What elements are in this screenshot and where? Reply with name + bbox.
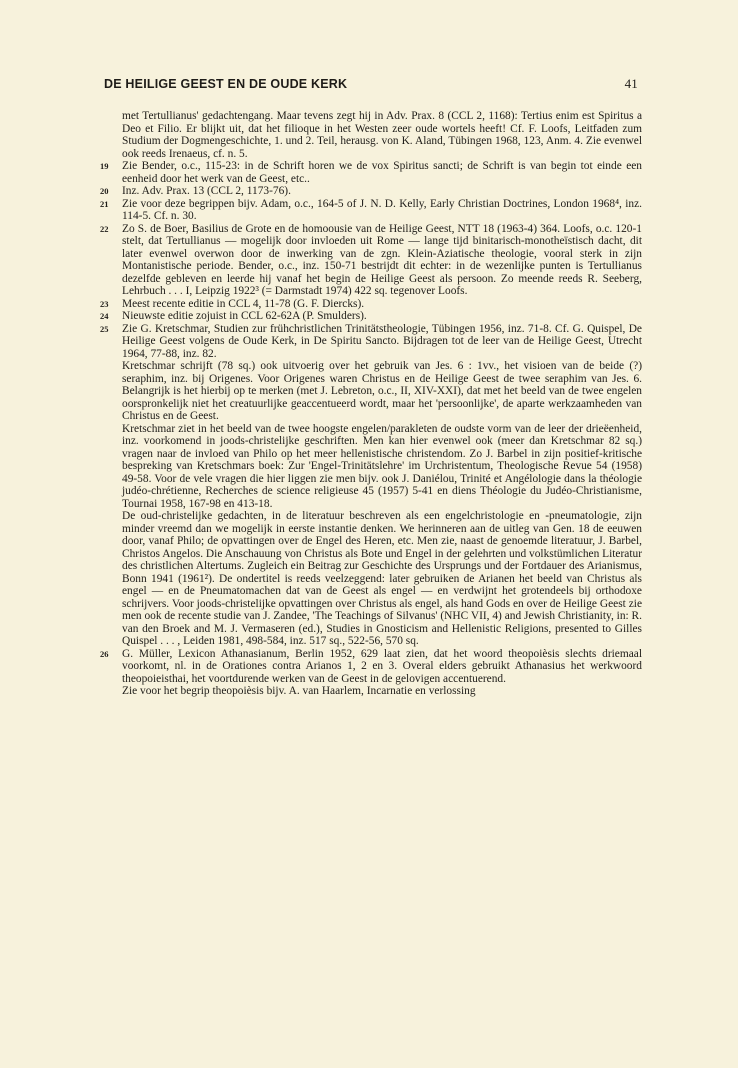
footnote-continuation [106,685,642,698]
footnote-number: 26 [100,648,109,659]
footnote-21 [100,197,642,223]
footnotes-body [100,110,642,698]
footnote-23 [100,297,642,311]
footnote-continuation [106,423,642,511]
footnote-26 [100,647,642,686]
footnote-text: met Tertullianus' gedachtengang. Maar tevens zegt hij in Adv. Prax. 8 (CCL 2, 1168): Tertius enim est Spiritus a Deo et Filio. Er blijkt uit, dat het filioque in het Westen zeer oude wortels heeft! Cf. F. Loofs, Leitfaden zum Studium der Dogmengeschichte, 1. und 2. Teil, herausg. von K. Aland, Tübingen 1968, 123, Anm. 4. Zie evenwel ook reeds Irenaeus, cf. n. 5. [122,110,642,160]
running-header [104,76,638,92]
footnote-number: 22 [100,223,109,234]
footnote-continuation [106,110,642,160]
footnote-20 [100,185,642,198]
footnote-22 [100,222,642,298]
footnote-text: Inz. Adv. Prax. 13 (CCL 2, 1173-76). [122,185,291,197]
footnote-number: 19 [100,161,109,171]
footnote-text: Kretschmar schrijft (78 sq.) ook uitvoerig over het gebruik van Jes. 6 : 1vv., het visioen van de beide (?) seraphim, inz. bij Origenes. Voor Origenes waren Christus en de Heilige Geest de twee seraphim van Jes. 6. Belangrijk is het hierbij op te merken (met J. Lebreton, o.c., II, XIV-XXI), dat met het beeld van de twee engelen oorspronkelijk niet het creatuurlijke geaccentueerd wordt, maar het 'persoonlijke', de aparte werkzaamheden van Christus en de Geest. [122,360,642,422]
footnote-number: 25 [100,323,109,334]
footnote-continuation [106,510,642,648]
footnote-text: Kretschmar ziet in het beeld van de twee hoogste engelen/parakleten de oudste vorm van de leer der drieëenheid, inz. voorkomend in joods-christelijke geschriften. Men kan hier evenwel ook (meer dan Kretschmar 82 sq.) vragen naar de invloed van Philo op het meer hellenistische christendom. Zo J. Barbel in zijn positief-kritische bespreking van Kretschmars boek: Zur 'Engel-Trinitätslehre' im Urchristentum, Theologische Revue 54 (1958) 49-58. Voor de vele vragen die hier liggen zie men bijv. ook J. Daniélou, Trinité et Angélologie dans la théologie judéo-chrétienne, Recherches de science religieuse 45 (1957) 5-41 en diens Théologie du Judéo-Christianisme, Tournai 1958, 167-98 en 413-18. [122,422,642,510]
footnote-24 [100,310,642,323]
footnote-number: 20 [100,186,109,196]
running-title: DE HEILIGE GEEST EN DE OUDE KERK [104,77,348,91]
footnote-text: De oud-christelijke gedachten, in de literatuur beschreven als een engelchristologie en -pneumatologie, zijn minder vreemd dan we mogelijk in eerste instantie denken. We herinneren aan de uitleg van Gen. 18 de eeuwen door, vanaf Philo; de opvattingen over de Engel des Heren, etc. Men zie, naast de genoemde literatuur, J. Barbel, Christos Angelos. Die Anschauung von Christus als Bote und Engel in der gelehrten und volkstümlichen Literatur des christlichen Altertums. Zugleich ein Beitrag zur Geschichte des Ursprungs und der Fortdauer des Arianismus, Bonn 1941 (1961²). De ondertitel is reeds veelzeggend: later gebruiken de Arianen het beeld van Christus als engel — en de Pneumatomachen dat van de Geest als engel — en verdwijnt het grotendeels bij orthodoxe schrijvers. Voor joods-christelijke opvattingen over Christus als engel, als hand Gods en over de Heilige Geest zie men ook de recente studie van J. Zandee, 'The Teachings of Silvanus' (NHC VII, 4) and Jewish Christianity, in: R. van den Broek and M. J. Vermaseren (ed.), Studies in Gnosticism and Hellenistic Religions, presented to Gilles Quispel . . . , Leiden 1981, 498-584, inz. 517 sq., 522-56, 570 sq. [122,510,642,647]
footnote-continuation [106,360,642,423]
footnote-text: Zie Bender, o.c., 115-23: in de Schrift horen we de vox Spiritus sancti; de Schrift is van begin tot einde een eenheid door het werk van de Geest, etc.. [122,160,642,185]
footnote-19 [100,160,642,185]
footnote-text: Nieuwste editie zojuist in CCL 62-62A (P. Smulders). [122,310,367,322]
footnote-text: G. Müller, Lexicon Athanasianum, Berlin 1952, 629 laat zien, dat het woord theopoièsis slechts driemaal voorkomt, nl. in de Orationes contra Arianos 1, 2 en 3. Overal elders gebruikt Athanasius het werkwoord theopoieisthai, het voortdurende werken van de Geest in de gelovigen accentuerend. [122,647,642,685]
footnote-number: 23 [100,298,109,309]
footnote-text: Zie voor deze begrippen bijv. Adam, o.c., 164-5 of J. N. D. Kelly, Early Christian Doctrines, London 1968⁴, inz. 114-5. Cf. n. 30. [122,197,642,222]
footnote-text: Zo S. de Boer, Basilius de Grote en de homoousie van de Heilige Geest, NTT 18 (1963-4) 364. Loofs, o.c. 120-1 stelt, dat Tertullianus — mogelijk door invloeden uit Rome — lange tijd binitarisch-monotheïstisch dacht, dit later evenwel overwon door de inwerking van de zgn. Klein-Aziatische theologie, vooral sterk in zijn Montanistische periode. Bender, o.c., inz. 150-71 bestrijdt dit echter: in de wezenlijke punten is Tertullianus dezelfde gebleven en leerde hij vanaf het begin de Heilige Geest als persoon. Zo meende reeds R. Seeberg, Lehrbuch . . . I, Leipzig 1922³ (= Darmstadt 1974) 422 sq. tegenover Loofs. [122,222,642,297]
page-number: 41 [624,76,638,91]
footnote-text: Zie voor het begrip theopoièsis bijv. A. van Haarlem, Incarnatie en verlossing [122,685,476,697]
footnote-number: 21 [100,198,109,209]
footnote-text: Zie G. Kretschmar, Studien zur frühchristlichen Trinitätstheologie, Tübingen 1956, inz. 71-8. Cf. G. Quispel, De Heilige Geest volgens de Oude Kerk, in De Spiritu Sancto. Bijdragen tot de leer van de Heilige Geest, Utrecht 1964, 77-88, inz. 82. [122,322,642,360]
footnote-number: 24 [100,311,109,321]
footnote-text: Meest recente editie in CCL 4, 11-78 (G. F. Diercks). [122,297,365,310]
footnote-25 [100,322,642,361]
